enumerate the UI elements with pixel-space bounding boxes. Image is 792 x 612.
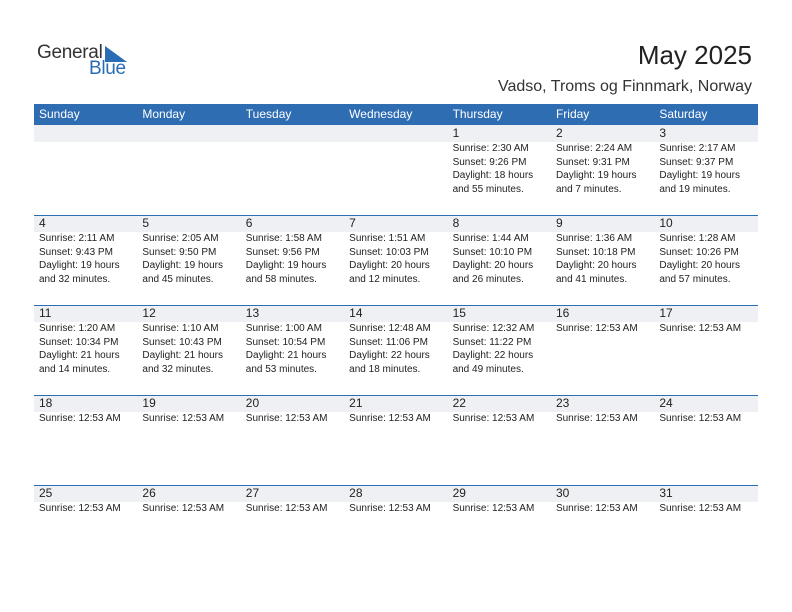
week-row [34,125,758,215]
day-cell [654,125,757,196]
day-info-line: Sunset: 9:26 PM [452,156,527,168]
day-info-line: Daylight: 18 hours [452,170,534,181]
day-info-line: Sunrise: 2:30 AM [452,143,529,154]
brand-logo [37,42,137,82]
day-number: 5 [142,216,150,230]
day-info-line: and 12 minutes. [349,273,421,285]
logo-text-general: General [37,42,103,63]
day-number [349,125,447,142]
day-cell [34,215,137,286]
day-info-line: Sunrise: 12:53 AM [39,413,121,424]
weekday-header-monday: Monday [142,107,186,121]
day-info-line: Sunrise: 1:51 AM [349,233,426,244]
day-info-line: Sunrise: 1:36 AM [555,233,633,244]
day-info-line: Daylight: 19 hours [142,260,223,271]
day-info-line: Sunrise: 1:20 AM [39,323,116,334]
day-number: 26 [142,486,156,500]
day-number: 19 [142,396,156,410]
week-cells [34,395,758,426]
day-cell [448,485,551,516]
day-number: 10 [659,216,673,230]
day-info-line: Daylight: 19 hours [39,260,120,271]
day-cell [344,395,447,426]
day-cell [241,485,344,516]
day-number: 30 [555,486,570,500]
day-info-line: Sunrise: 2:24 AM [555,143,633,154]
day-cell [448,305,551,376]
day-cell [241,125,344,196]
day-cell [34,125,137,196]
week-row [34,305,758,395]
day-info-line: Sunrise: 12:53 AM [555,323,638,334]
day-info-line: Daylight: 22 hours [452,350,534,361]
day-cell [34,485,137,516]
day-number: 4 [39,216,46,230]
day-info-line: Sunset: 10:34 PM [39,336,119,348]
day-info-line: Sunset: 9:50 PM [142,246,217,258]
day-info-line: and 45 minutes. [142,273,214,285]
day-number [142,125,240,142]
day-info-line: Daylight: 20 hours [452,260,534,271]
day-info-line: and 53 minutes. [245,363,317,375]
day-info-line: and 7 minutes. [555,183,622,195]
day-info-line: Sunrise: 12:53 AM [452,503,535,514]
day-info-line: Sunrise: 12:32 AM [452,323,535,334]
weekday-header-saturday: Saturday [659,107,708,121]
day-cell [551,305,654,376]
day-info-line: Sunset: 10:26 PM [659,246,739,258]
day-info-line: Sunrise: 1:28 AM [659,233,736,244]
day-info-line: Sunrise: 12:53 AM [349,503,431,514]
day-info-line: Sunset: 9:37 PM [659,156,734,168]
day-number: 29 [452,486,466,500]
day-number: 24 [659,396,673,410]
day-cell [551,215,654,286]
week-row [34,215,758,305]
day-cell [344,215,447,286]
day-info-line: and 58 minutes. [245,273,317,285]
day-number: 3 [659,126,667,140]
day-info-line: and 26 minutes. [452,273,524,285]
day-info-line: and 41 minutes. [555,273,628,285]
day-info-line: Sunrise: 2:05 AM [142,233,219,244]
day-cell [551,485,654,516]
day-info-line: Sunrise: 1:58 AM [245,233,322,244]
day-cell [448,125,551,196]
day-number [39,125,137,142]
day-info-line: Daylight: 19 hours [659,170,740,181]
day-cell [137,305,240,376]
calendar-grid [34,104,758,575]
day-info-line: Sunrise: 12:48 AM [349,323,431,334]
day-number: 15 [452,306,466,320]
day-cell [137,215,240,286]
weekday-header-friday: Friday [555,107,590,121]
day-info-line: Sunrise: 1:44 AM [452,233,529,244]
day-cell [551,395,654,426]
day-cell [654,215,757,286]
day-cell [551,125,654,196]
day-info-line: and 14 minutes. [39,363,111,375]
day-info-line: Sunrise: 1:10 AM [142,323,219,334]
day-info-line: Sunrise: 12:53 AM [142,503,225,514]
day-info-line: Sunset: 10:03 PM [349,246,429,258]
day-info-line: Daylight: 21 hours [245,350,327,361]
day-info-line: Sunset: 10:54 PM [245,336,326,348]
day-info-line: Daylight: 20 hours [555,260,637,271]
day-info-line: Daylight: 21 hours [39,350,120,361]
day-info-line: and 32 minutes. [142,363,214,375]
day-number: 28 [349,486,363,500]
day-cell [654,395,757,426]
day-info-line: Sunset: 10:10 PM [452,246,533,258]
day-info-line: Sunrise: 12:53 AM [39,503,121,514]
day-cell [448,395,551,426]
day-info-line: and 55 minutes. [452,183,524,195]
day-info-line: Sunrise: 12:53 AM [245,503,328,514]
day-number: 21 [349,396,363,410]
day-number: 6 [245,216,253,230]
day-number: 20 [245,396,260,410]
day-cell [448,215,551,286]
day-info-line: and 32 minutes. [39,273,111,285]
day-info-line: Sunrise: 12:53 AM [349,413,431,424]
day-number: 16 [555,306,570,320]
day-number: 31 [659,486,673,500]
location-subtitle: Vadso, Troms og Finnmark, Norway [497,78,752,95]
day-info-line: Daylight: 20 hours [349,260,430,271]
day-info-line: and 18 minutes. [349,363,421,375]
day-number: 11 [39,306,52,320]
week-cells [34,125,758,196]
day-info-line: Sunrise: 12:53 AM [245,413,328,424]
weekday-header-wednesday: Wednesday [349,107,413,121]
day-info-line: Sunset: 9:31 PM [555,156,630,168]
day-cell [137,485,240,516]
calendar-weeks [34,125,758,575]
day-number: 9 [555,216,563,230]
page-title: May 2025 [637,40,752,70]
weekday-header-sunday: Sunday [39,107,80,121]
day-info-line: Sunrise: 12:53 AM [659,413,742,424]
day-info-line: Sunset: 9:56 PM [245,246,320,258]
day-info-line: Sunset: 10:43 PM [142,336,222,348]
day-number: 18 [39,396,53,410]
day-cell [344,305,447,376]
day-info-line: Sunrise: 12:53 AM [555,413,638,424]
day-number: 22 [452,396,466,410]
day-info-line: Sunrise: 12:53 AM [142,413,225,424]
day-cell [137,395,240,426]
week-cells [34,305,758,376]
day-info-line: Daylight: 21 hours [142,350,223,361]
weekday-header-thursday: Thursday [452,107,503,121]
day-number: 7 [349,216,356,230]
logo-text-blue: Blue [89,58,126,79]
day-info-line: Daylight: 19 hours [245,260,327,271]
day-info-line: Sunset: 11:22 PM [452,336,532,348]
day-info-line: and 19 minutes. [659,183,731,195]
day-info-line: Sunrise: 1:00 AM [245,323,322,334]
day-info-line: Daylight: 19 hours [555,170,637,181]
day-cell [241,215,344,286]
day-number: 12 [142,306,156,320]
day-cell [241,395,344,426]
day-info-line: Sunrise: 12:53 AM [659,323,742,334]
day-number: 27 [245,486,260,500]
day-number [246,125,344,142]
day-info-line: Daylight: 20 hours [659,260,740,271]
day-info-line: Sunrise: 2:11 AM [39,233,115,244]
day-info-line: and 57 minutes. [659,273,731,285]
day-cell [34,305,137,376]
day-info-line: Sunset: 10:18 PM [555,246,636,258]
weekday-header-tuesday: Tuesday [245,107,292,121]
day-cell [344,485,447,516]
day-info-line: Sunrise: 12:53 AM [452,413,535,424]
day-number: 14 [349,306,363,320]
day-info-line: Sunrise: 12:53 AM [555,503,638,514]
day-info-line: Sunrise: 2:17 AM [659,143,736,154]
day-info-line: Daylight: 22 hours [349,350,430,361]
day-cell [654,485,757,516]
day-number: 25 [39,486,53,500]
day-number: 13 [245,306,260,320]
week-row [34,485,758,575]
week-cells [34,485,758,516]
week-row [34,395,758,485]
day-cell [137,125,240,196]
day-number: 1 [452,126,460,140]
day-number: 23 [555,396,570,410]
week-cells [34,215,758,286]
day-number: 2 [555,126,563,140]
day-number: 17 [659,306,673,320]
day-cell [344,125,447,196]
day-info-line: and 49 minutes. [452,363,524,375]
day-cell [34,395,137,426]
day-info-line: Sunrise: 12:53 AM [659,503,742,514]
day-cell [241,305,344,376]
day-cell [654,305,757,376]
day-number: 8 [452,216,460,230]
day-info-line: Sunset: 9:43 PM [39,246,113,258]
weekday-header-row [34,104,758,125]
day-info-line: Sunset: 11:06 PM [349,336,428,348]
